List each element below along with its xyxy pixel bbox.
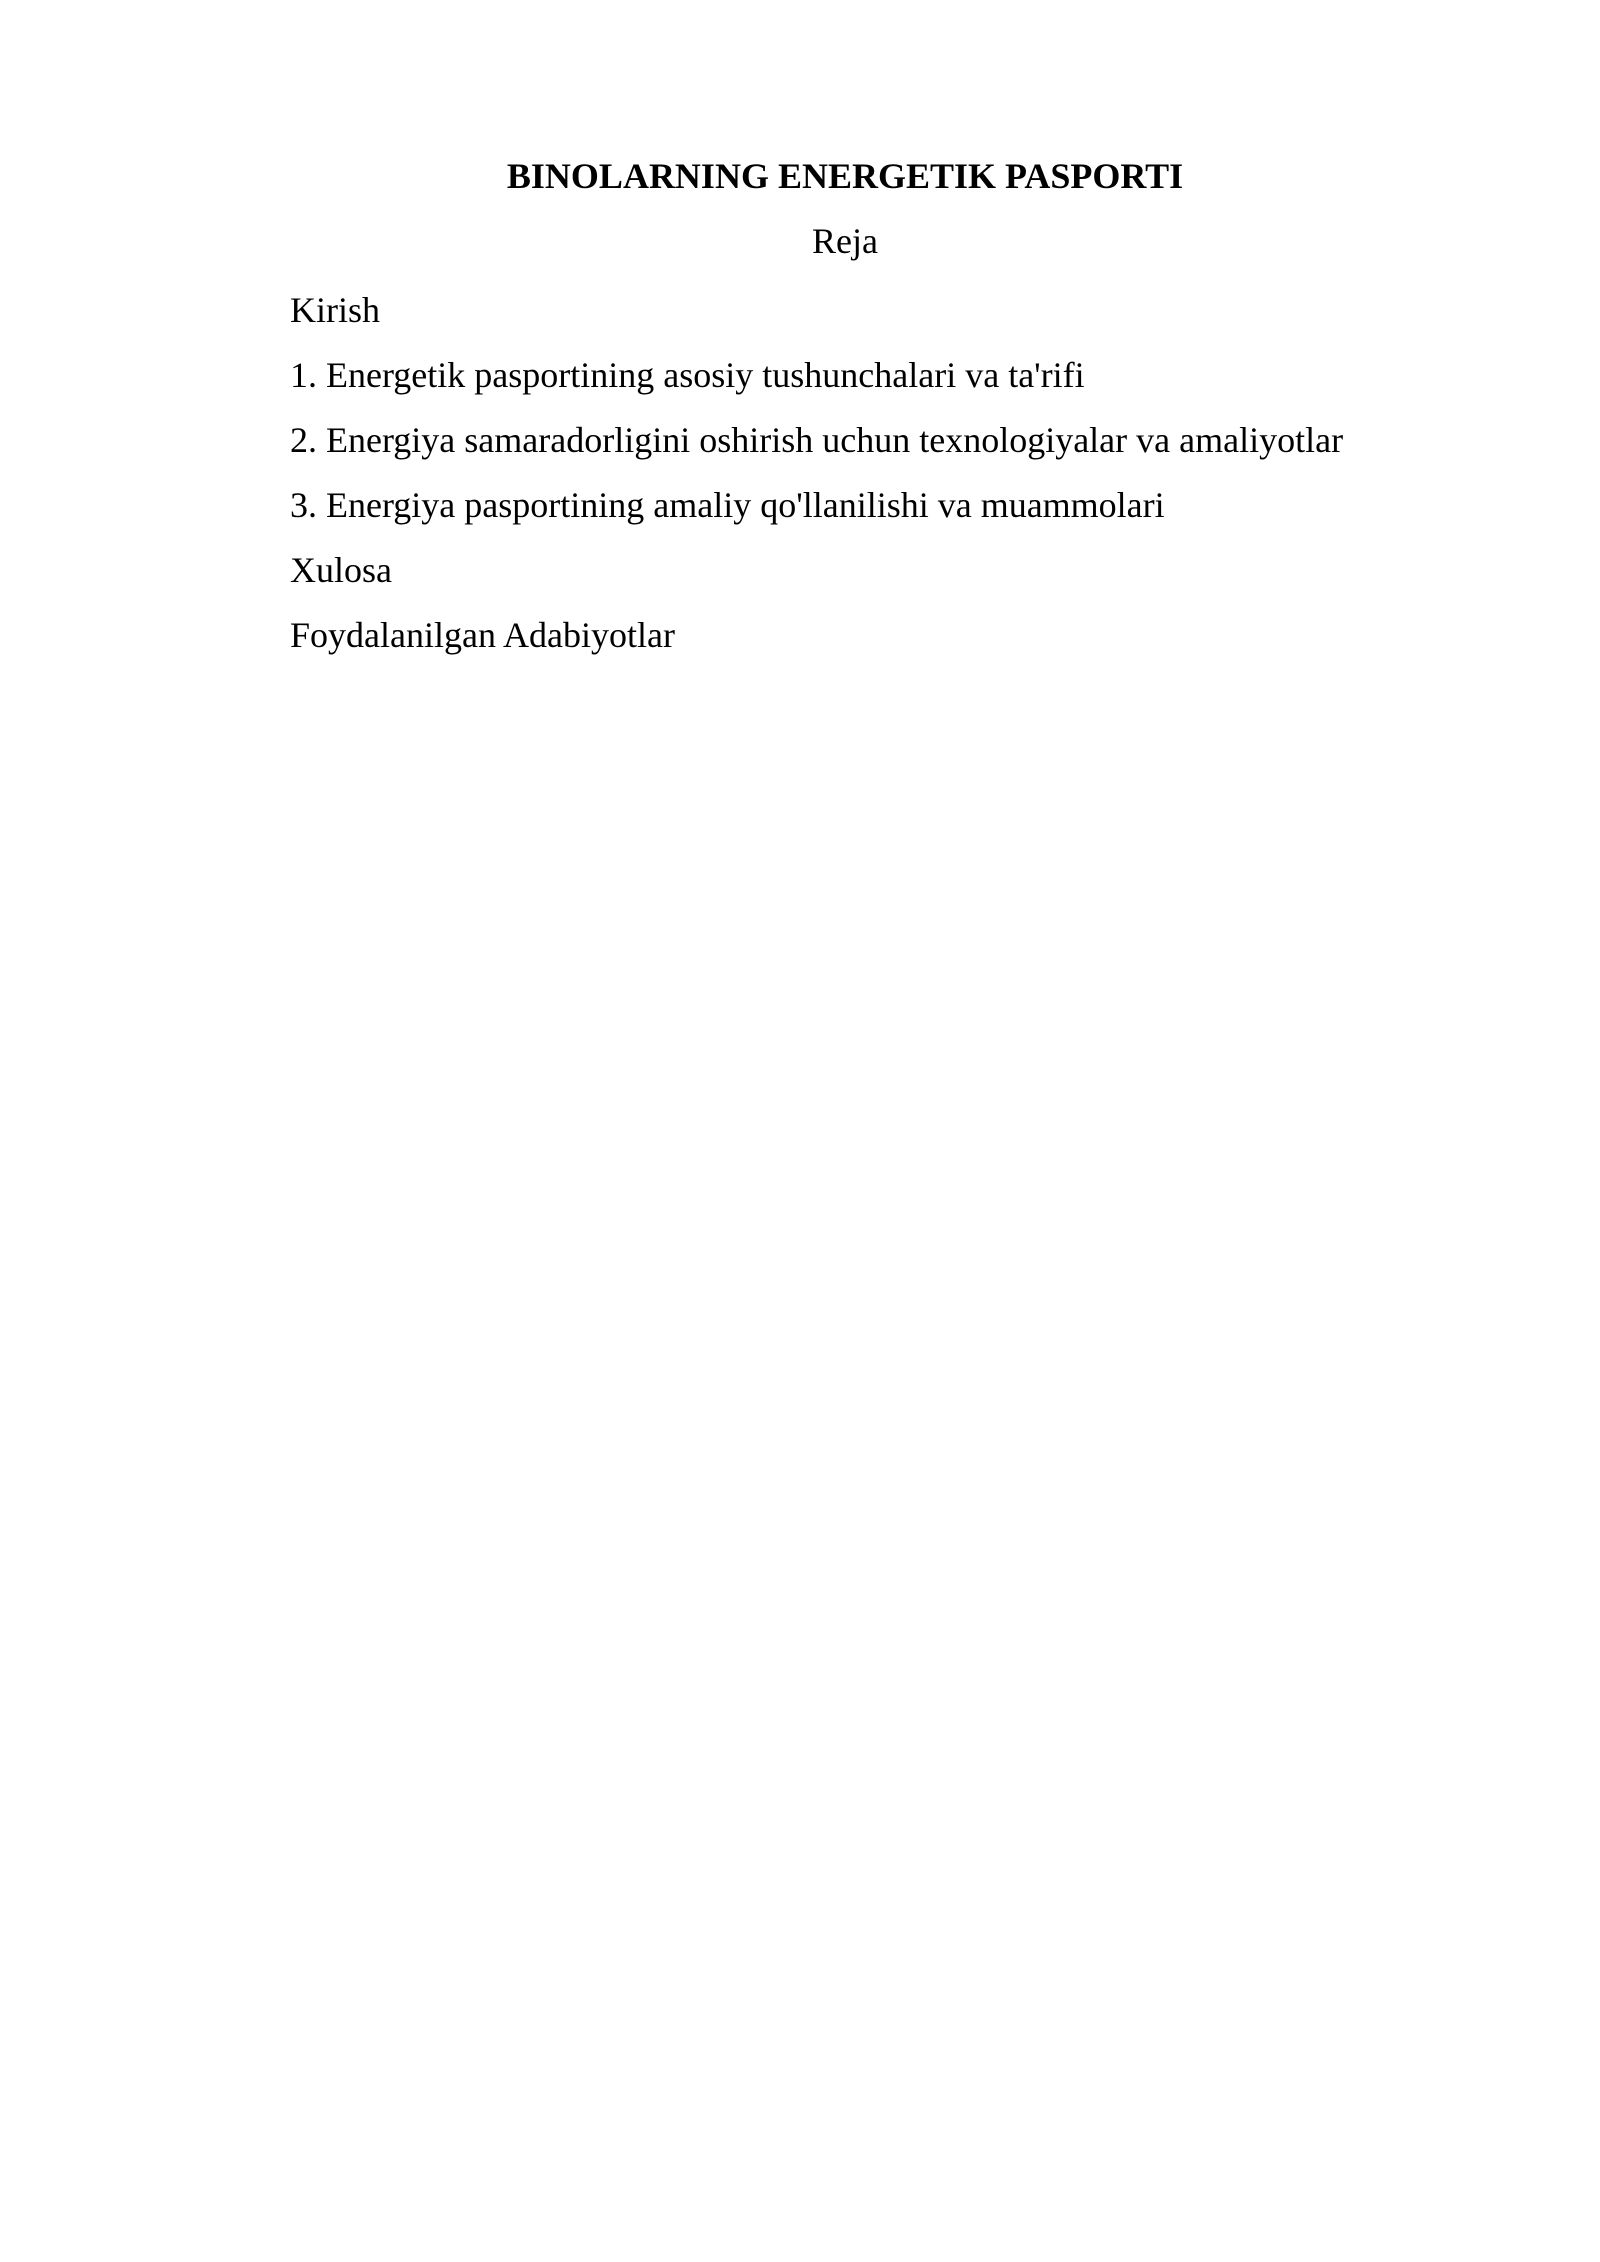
document-title: BINOLARNING ENERGETIK PASPORTI: [506, 156, 1184, 196]
plan-item-references: Foydalanilgan Adabiyotlar: [290, 615, 675, 655]
plan-list: [290, 278, 1343, 668]
plan-item-2: 2. Energiya samaradorligini oshirish uchun texnologiyalar va amaliyotlar: [290, 420, 1344, 460]
plan-item-3: 3. Energiya pasportining amaliy qo'llanilishi va muammolari: [290, 485, 1165, 525]
plan-heading: Reja: [812, 221, 878, 261]
plan-item-introduction: Kirish: [290, 290, 380, 330]
plan-item-conclusion: Xulosa: [290, 550, 392, 590]
plan-item-1: 1. Energetik pasportining asosiy tushunchalari va ta'rifi: [290, 355, 1085, 395]
